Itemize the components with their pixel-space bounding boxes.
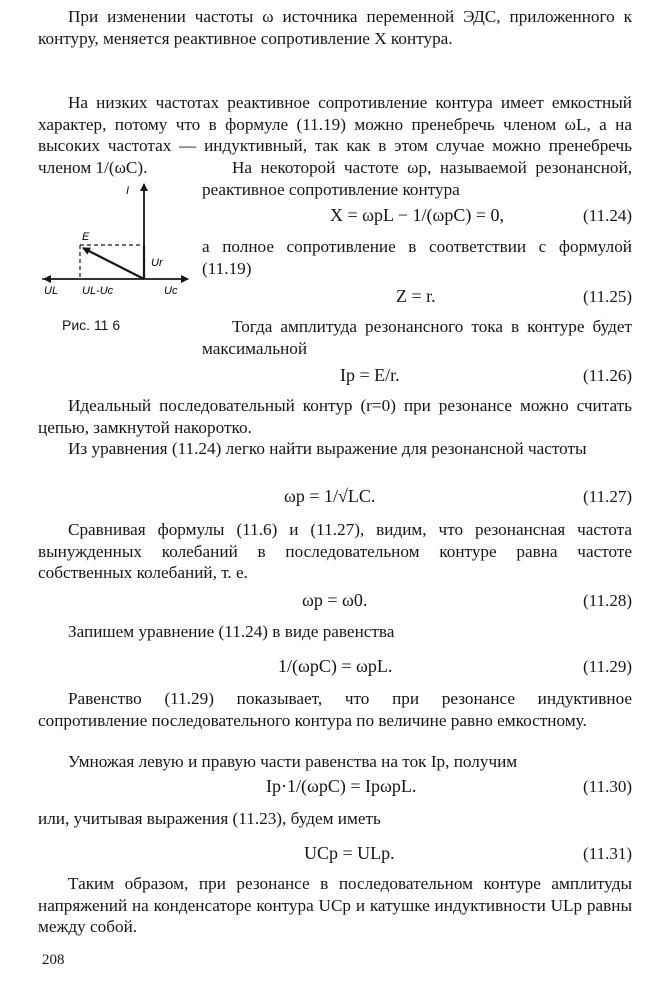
page-number: 208 xyxy=(42,952,65,968)
e-vector xyxy=(83,248,144,279)
equation-11-30: Iр·1/(ωрC) = IрωрL. (11.30) xyxy=(266,776,632,796)
equation-11-29: 1/(ωрC) = ωрL. (11.29) xyxy=(278,656,632,676)
paragraph-10: Равенство (11.29) показывает, что при резонансе индуктивное сопротивление последовательного контура по величине равно емкостному. xyxy=(38,689,632,730)
paragraph-1: При изменении частоты ω источника переменной ЭДС, приложенного к контуру, меняется реактивное сопротивление X контура. xyxy=(38,7,632,48)
paragraph-8: Сравнивая формулы (11.6) и (11.27), видим, что резонансная частота вынужденных колебаний в последовательном контуре равна частоте собственных колебаний, т. е. xyxy=(38,520,632,582)
equation-11-25: Z = r. (11.25) xyxy=(396,286,632,306)
figure-caption: Рис. 11 6 xyxy=(62,317,121,333)
label-uc: Uc xyxy=(164,285,178,296)
equation-11-24: X = ωрL − 1/(ωрC) = 0, (11.24) xyxy=(330,205,632,225)
paragraph-4: а полное сопротивление в соответствии с формулой (11.19) xyxy=(202,237,632,278)
label-ul-minus-uc: UL-Uc xyxy=(82,285,114,296)
paragraph-7: Из уравнения (11.24) легко найти выражение для резонансной частоты xyxy=(68,439,587,458)
label-i: I xyxy=(126,185,130,197)
paragraph-3: На некоторой частоте ωр, называемой резонансной, реактивное сопротивление контура xyxy=(202,158,632,199)
label-e: E xyxy=(82,231,90,243)
paragraph-6: Идеальный последовательный контур (r=0) при резонансе можно считать цепью, замкнутой накоротко. xyxy=(38,396,632,437)
vector-diagram xyxy=(36,178,196,296)
label-ul: UL xyxy=(44,285,59,296)
paragraph-12: или, учитывая выражения (11.23), будем иметь xyxy=(38,809,381,828)
equation-11-28: ωр = ω0. (11.28) xyxy=(302,590,632,610)
equation-11-27: ωр = 1/√LC. (11.27) xyxy=(284,486,632,506)
equation-11-26: Iр = E/r. (11.26) xyxy=(340,365,632,385)
paragraph-9: Запишем уравнение (11.24) в виде равенства xyxy=(68,622,395,641)
paragraph-13: Таким образом, при резонансе в последовательном контуре амплитуды напряжений на конденсаторе контура UCр и катушке индуктивности ULр равны между собой. xyxy=(38,874,632,936)
paragraph-11: Умножая левую и правую части равенства на ток Iр, получим xyxy=(68,752,518,771)
label-ur: Ur xyxy=(151,257,163,269)
paragraph-2: На низких частотах реактивное сопротивление контура имеет емкостный характер, потому что в формуле (11.19) можно пренебречь членом ωL, а на высоких частотах — индуктивный, так как в этом случае можно пренебречь членом 1/(ωC). xyxy=(38,93,632,177)
equation-11-31: UCр = ULр. (11.31) xyxy=(304,843,632,863)
paragraph-5: Тогда амплитуда резонансного тока в контуре будет максимальной xyxy=(202,317,632,358)
